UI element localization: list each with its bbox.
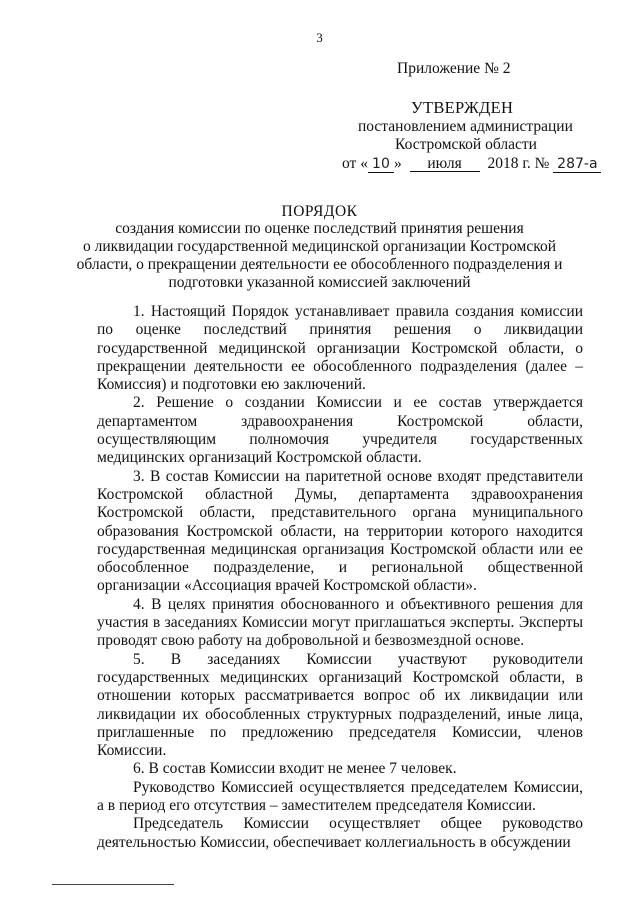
decree-line-2: Костромской области xyxy=(395,136,537,153)
paragraph-5: 5. В заседаниях Комиссии участвуют руководители государственных медицинских организаций Костромской области, в отношении которых рассматривается вопрос об их ликвидации или ликвидации их обособленных структурных подразделений, иные лица, приглашенные по предложению председателя Комиссии, членов Комиссии. xyxy=(97,650,583,760)
date-prefix: от « xyxy=(342,155,368,172)
decree-number: 287-а xyxy=(553,157,601,173)
approved-heading: УТВЕРЖДЕН xyxy=(411,98,514,117)
document-body xyxy=(97,303,583,852)
subtitle-line: о ликвидации государственной медицинской организации Костромской xyxy=(82,238,557,255)
paragraph-1: 1. Настоящий Порядок устанавливает правила создания комиссии по оценке последствий принятия решения о ликвидации государственной медицинской организации Костромской области, о прекращении деятельности ее обособленного подразделения (далее – Комиссия) и подготовки ею заключений. xyxy=(97,303,583,394)
date-mid: » xyxy=(393,155,402,172)
document-subtitle xyxy=(0,220,639,292)
appendix-label: Приложение № 2 xyxy=(397,60,511,77)
paragraph-2: 2. Решение о создании Комиссии и ее состав утверждается департаментом здравоохранения Костромской области, осуществляющим полномочия учредителя государственных медицинских организаций Костромской области. xyxy=(97,394,583,467)
document-title: ПОРЯДОК xyxy=(281,203,358,220)
page-number: 3 xyxy=(316,30,323,45)
subtitle-line: области, о прекращении деятельности ее обособленного подразделения и xyxy=(76,256,563,273)
paragraph-4: 4. В целях принятия обоснованного и объективного решения для участия в заседаниях Комиссии могут приглашаться эксперты. Эксперты проводят свою работу на добровольной и безвозмездной основе. xyxy=(97,595,583,650)
paragraph-3: 3. В состав Комиссии на паритетной основе входят представители Костромской областной Думы, департамента здравоохранения Костромской области, представительного органа муниципального образования Костромской области, на территории которого находится государственная медицинская организация Костромской области или ее обособленное подразделение, и региональной общественной организации «Ассоциация врачей Костромской области». xyxy=(97,467,583,595)
decree-line-1: постановлением администрации xyxy=(358,118,573,135)
date-day: 10 xyxy=(368,157,394,173)
date-month: июля xyxy=(410,156,480,172)
paragraph-8: Председатель Комиссии осуществляет общее руководство деятельностью Комиссии, обеспечивает коллегиальность в обсуждении xyxy=(97,815,583,851)
paragraph-7: Руководство Комиссией осуществляется председателем Комиссии, а в период его отсутствия – заместителем председателя Комиссии. xyxy=(97,778,583,815)
paragraph-6: 6. В состав Комиссии входит не менее 7 человек. xyxy=(133,760,457,778)
subtitle-line: подготовки указанной комиссией заключений xyxy=(168,274,471,291)
decree-date-line xyxy=(342,155,601,173)
date-year: 2018 г. № xyxy=(487,155,550,172)
subtitle-line: создания комиссии по оценке последствий принятия решения xyxy=(115,220,524,237)
footnote-divider xyxy=(52,884,174,885)
